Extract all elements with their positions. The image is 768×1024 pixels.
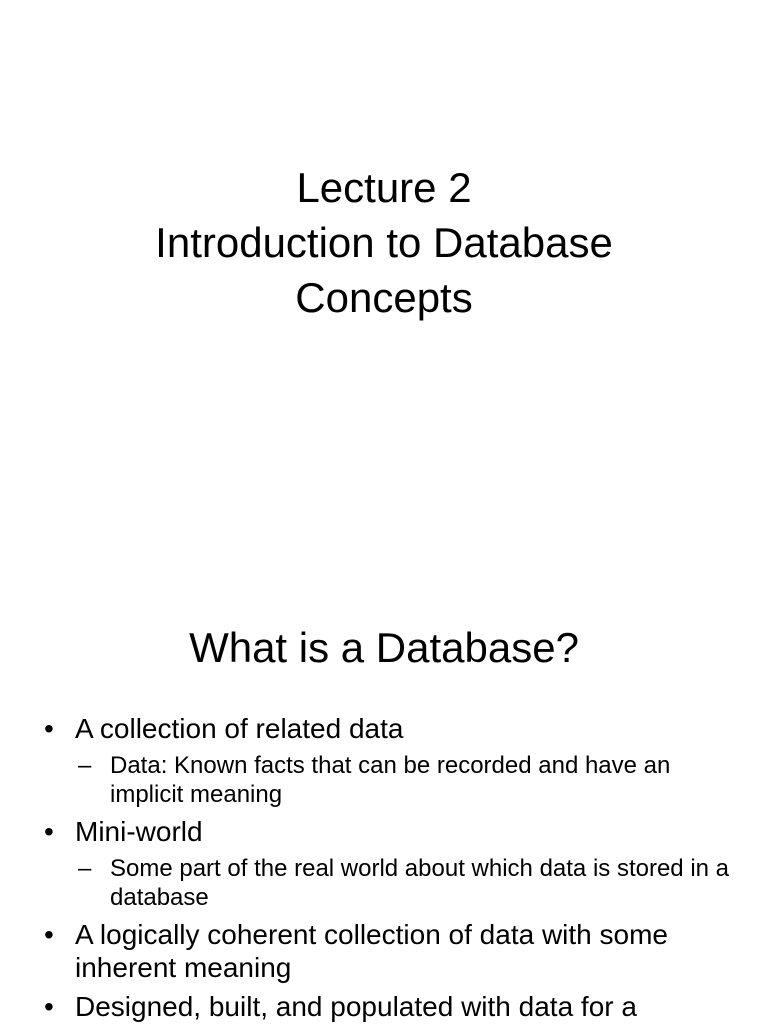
sub-bullet-text: Some part of the real world about which data is stored in a database (110, 855, 730, 911)
bullet-item (44, 990, 734, 1023)
title-line-1: Lecture 2 (296, 164, 472, 211)
bullet-text: A collection of related data (75, 713, 404, 744)
lecture-title (0, 160, 768, 325)
bullet-item (44, 815, 734, 848)
bullet-dot-icon: • (44, 991, 54, 1022)
bullet-text: Designed, built, and populated with data for a (75, 991, 637, 1022)
sub-bullet-text: Data: Known facts that can be recorded and have an implicit meaning (110, 752, 671, 808)
bullet-list (44, 712, 734, 1024)
bullet-text: Mini-world (75, 816, 203, 847)
bullet-item (44, 712, 734, 745)
sub-bullet-item (78, 751, 734, 809)
bullet-text: A logically coherent collection of data with some inherent meaning (75, 919, 668, 983)
slide-what-is-database (0, 576, 768, 1024)
dash-icon: – (78, 855, 92, 882)
bullet-dot-icon: • (44, 713, 54, 744)
slide-heading: What is a Database? (189, 624, 579, 671)
bullet-dot-icon: • (44, 919, 54, 950)
sub-bullet-item (78, 854, 734, 912)
title-line-3: Concepts (295, 274, 473, 321)
bullet-dot-icon: • (44, 816, 54, 847)
bullet-item (44, 918, 734, 984)
title-line-2: Introduction to Database (155, 219, 613, 266)
dash-icon: – (78, 752, 92, 779)
